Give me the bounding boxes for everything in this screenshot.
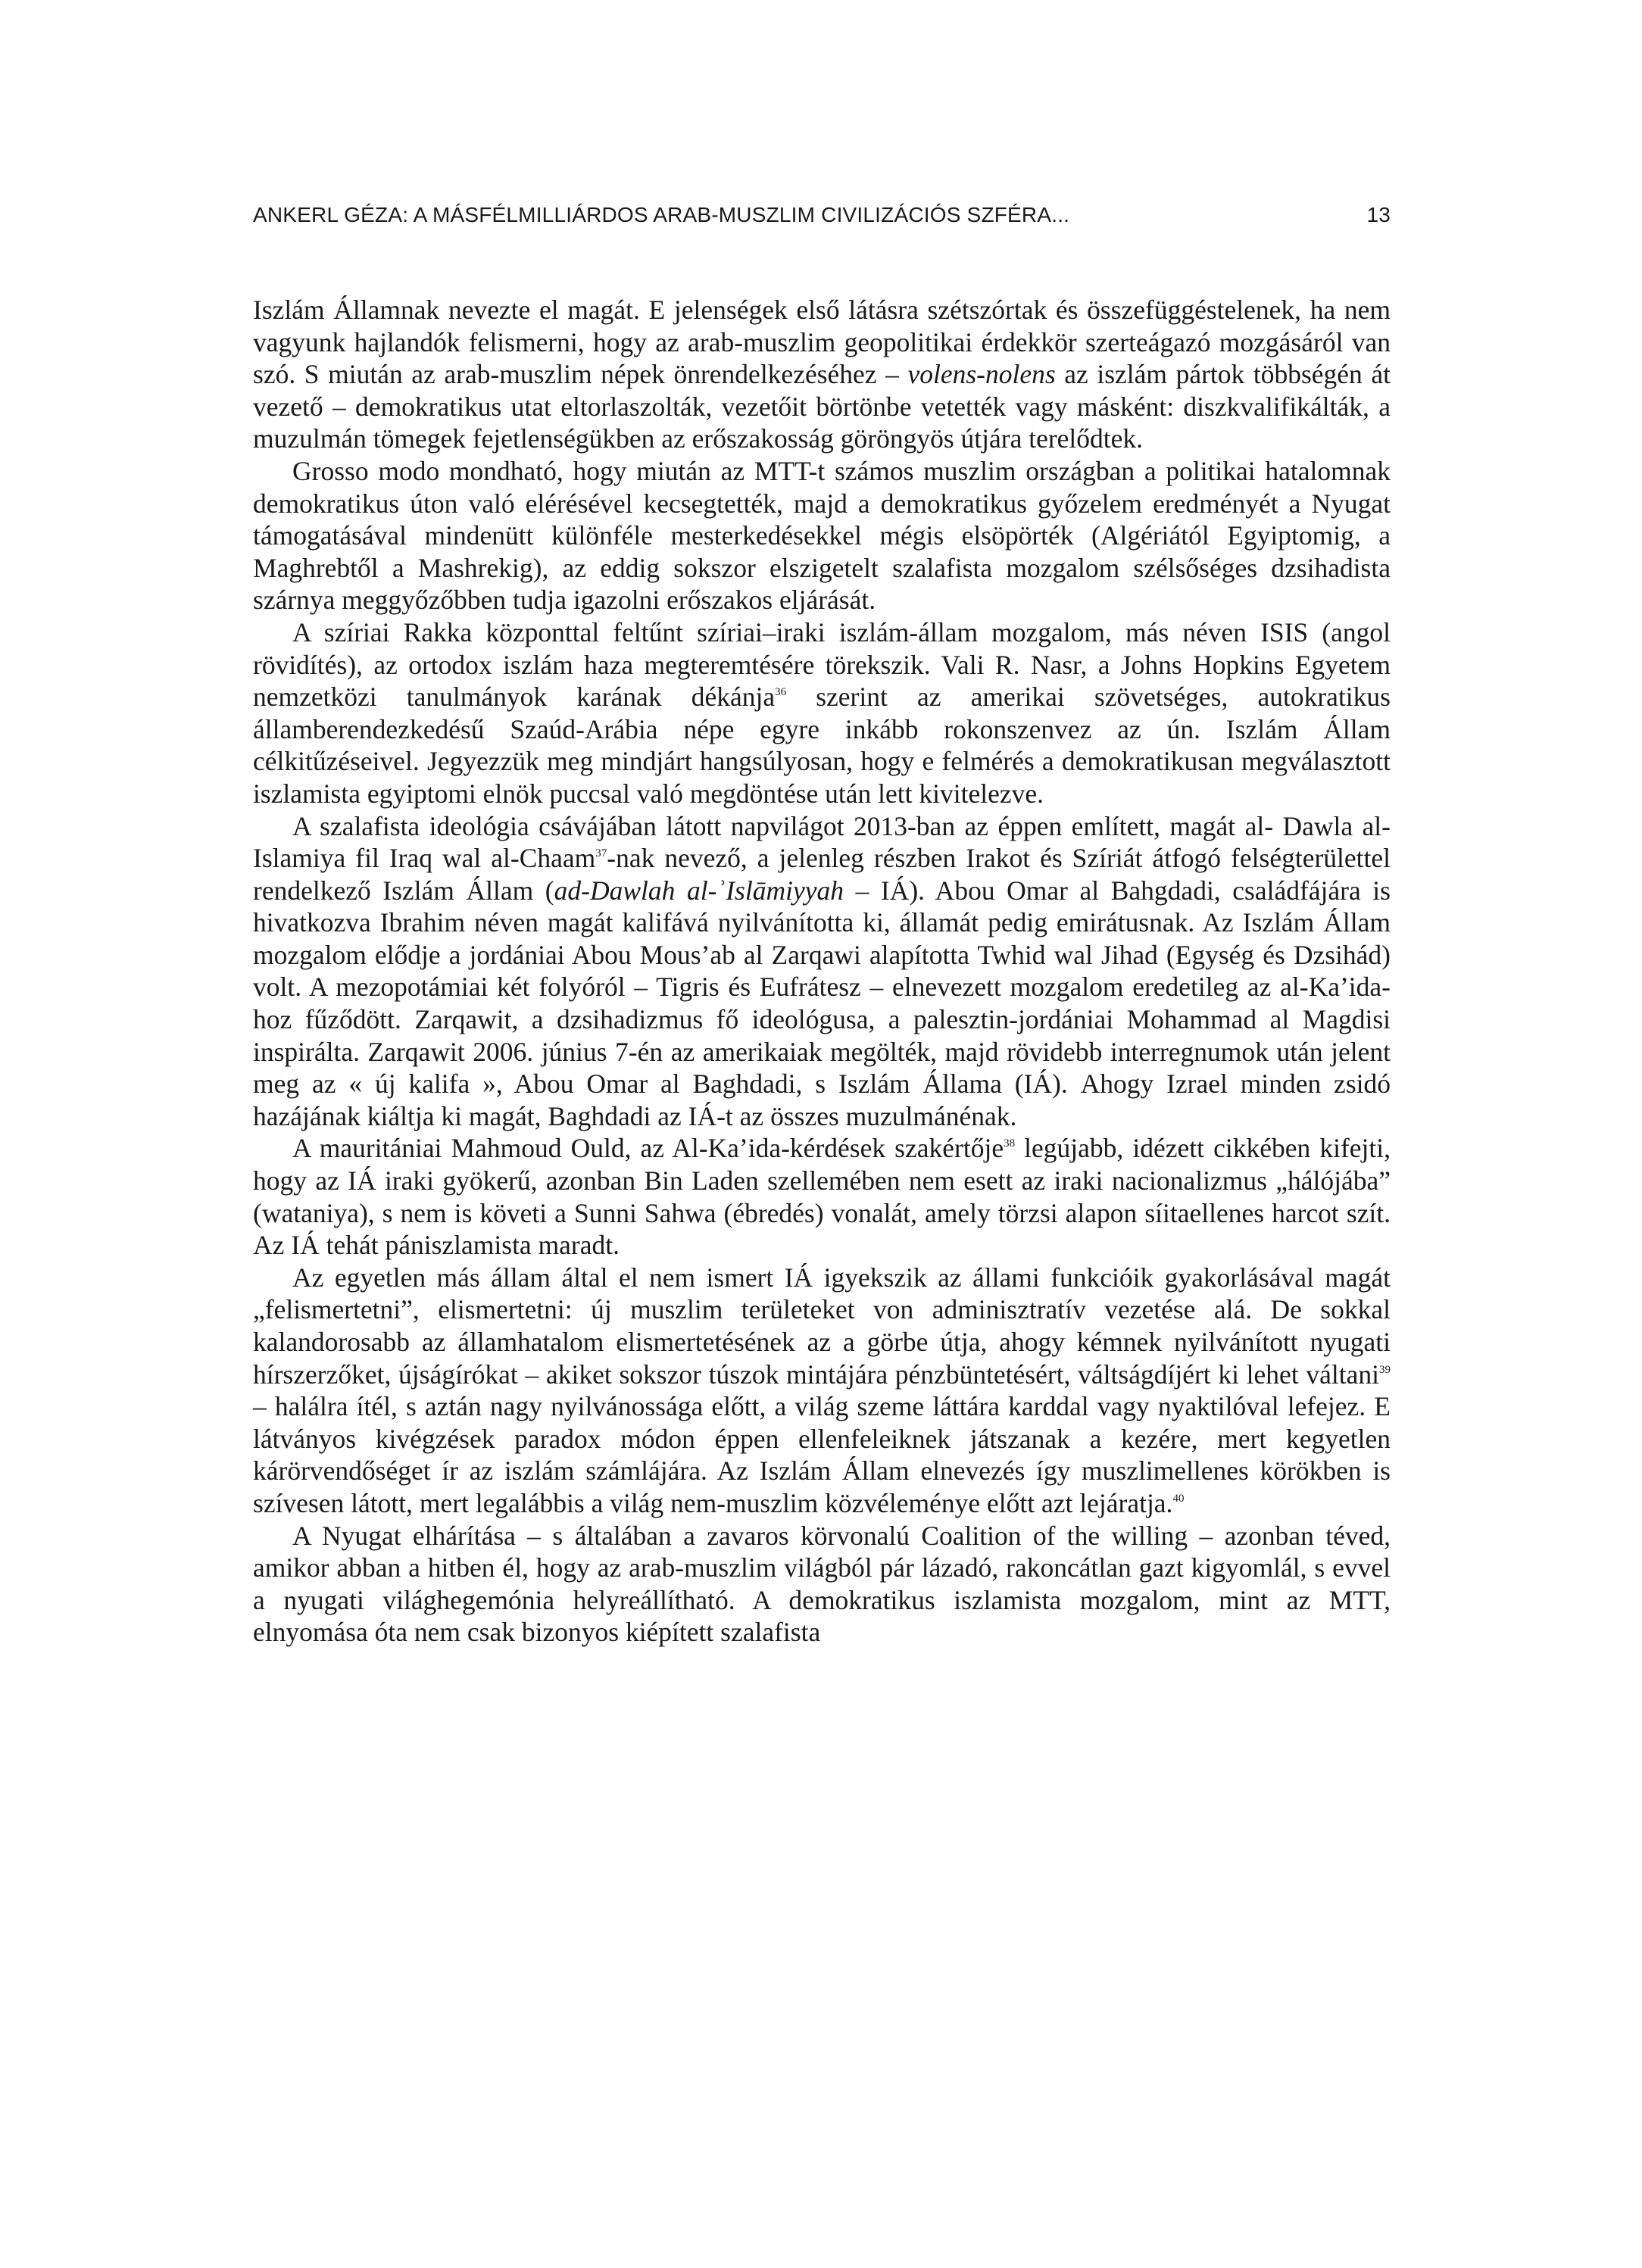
paragraph-5 <box>253 1132 1391 1261</box>
footnote-marker: 37 <box>595 847 607 860</box>
paragraph-text: szerint az amerikai szövetséges, autokratikus államberendezkedésű Szaúd-Arábia népe egyre inkább rokonszenvez az ún. Iszlám Állam célkitűzéseivel. Jegyezzük meg mindjárt hangsúlyosan, hogy e felmérés a demokratikusan megválasztott iszlamista egyiptomi elnök puccsal való megdöntése után lett kivitelezve. <box>253 682 1391 809</box>
paragraph-4 <box>253 810 1391 1133</box>
paragraph-1 <box>253 294 1391 455</box>
footnote-marker: 39 <box>1379 1363 1391 1376</box>
italic-term: volens-nolens <box>907 359 1056 390</box>
page-number: 13 <box>1366 203 1391 226</box>
paragraph-text: A szíriai Rakka központtal feltűnt szíriai–iraki iszlám-állam mozgalom, más néven ISIS (angol rövidítés), az ortodox iszlám haza megteremtésére törekszik. Vali R. Nasr, a Johns Hopkins Egyetem nemzetközi tanulmányok karának dékánja <box>253 616 1391 713</box>
paragraph-text: – IÁ). Abou Omar al Bahgdadi, családfájára is hivatkozva Ibrahim néven magát kalifává nyilvánította ki, államát pedig emirátusnak. Az Iszlám Állam mozgalom elődje a jordániai Abou Mous’ab al Zarqawi alapította Twhid wal Jihad (Egység és Dzsihád) volt. A mezopotámiai két folyóról – Tigris és Eufrátesz – elnevezett mozgalom eredetileg az al-Ka’ida-hoz fűződött. Zarqawit, a dzsihadizmus fő ideológusa, a palesztin-jordániai Mohammad al Magdisi inspirálta. Zarqawit 2006. június 7-én az amerikaiak megölték, majd rövidebb interregnumok után jelent meg az « új kalifa », Abou Omar al Baghdadi, s Iszlám Államа (IÁ). Ahogy Izrael minden zsidó hazájának kiáltja ki magát, Baghdadi az IÁ-t az összes muzulmánénak. <box>253 875 1391 1131</box>
footnote-marker: 38 <box>1004 1137 1016 1150</box>
footnote-marker: 36 <box>775 686 787 699</box>
paragraph-text: – halálra ítél, s aztán nagy nyilvánossága előtt, a világ szeme láttára karddal vagy nyaktilóval lefejez. E látványos kivégzések paradox módon éppen ellenfeleiknek játszanak a kezére, mert kegyetlen kárörvendőséget ír az iszlám számlájára. Az Iszlám Állam elnevezés így muszlimellenes körökben is szívesen látott, mert legalábbis a világ nem-muszlim közvéleménye előtt azt lejáratja. <box>253 1391 1391 1518</box>
paragraph-text: Az egyetlen más állam által el nem ismert IÁ igyekszik az állami funkcióik gyakorlásával magát „felismertetni”, elismertetni: új muszlim területeket von adminisztratív vezetése alá. De sokkal kalandorosabb az államhatalom elismertetésének az a görbe útja, ahogy kémnek nyilvánított nyugati hírszerzőket, újságírókat – akiket sokszor túszok mintájára pénzbüntetésért, váltságdíjért ki lehet váltani <box>253 1262 1391 1390</box>
paragraph-text: legújabb, idézett cikkében kifejti, hogy az IÁ iraki gyökerű, azonban Bin Laden szellemében nem esett az iraki nacionalizmus „hálójába” (wataniya), s nem is követi a Sunni Sahwa (ébredés) vonalát, amely törzsi alapon síitaellenes harcot szít. Az IÁ tehát pániszlamista maradt. <box>253 1133 1391 1261</box>
paragraph-text: az iszlám pártok többségén át vezető – demokratikus utat eltorlaszolták, vezetőit börtönbe vetették vagy másként: diszkvalifikálták, a muzulmán tömegek fejetlenségükben az erőszakosság göröngyös útjára terelődtek. <box>253 359 1391 454</box>
running-head <box>253 203 1391 239</box>
paragraph-text: A Nyugat elhárítása – s általában a zavaros körvonalú Coalition of the willing – azonban téved, amikor abban a hitben él, hogy az arab-muszlim világból pár lázadó, rakoncátlan gazt kigyomlál, s evvel a nyugati világhegemónia helyreállítható. A demokratikus iszlamista mozgalom, mint az MTT, elnyomása óta nem csak bizonyos kiépített szalafista <box>253 1520 1391 1648</box>
paragraph-text: Grosso modo mondható, hogy miután az MTT-t számos muszlim országban a politikai hatalomnak demokratikus úton való elérésével kecsegtették, majd a demokratikus győzelem eredményét a Nyugat támogatásával mindenütt különféle mesterkedésekkel mégis elsöpörték (Algériától Egyiptomig, a Maghrebtől a Mashrekig), az eddig sokszor elszigetelt szalafista mozgalom szélsőséges dzsihadista szárnya meggyőzőbben tudja igazolni erőszakos eljárását. <box>253 455 1391 616</box>
footnote-marker: 40 <box>1172 1492 1185 1505</box>
paragraph-6 <box>253 1262 1391 1520</box>
paragraph-2 <box>253 455 1391 616</box>
body-text <box>253 294 1391 1649</box>
paragraph-text: A szalafista ideológia csávájában látott napvilágot 2013-ban az éppen említett, magát al- Dawla al-Islamiya fil Iraq wal al-Chaam <box>253 810 1391 874</box>
paragraph-3 <box>253 616 1391 810</box>
italic-term: ad-Dawlah al-ʾIslāmiyyah <box>554 875 844 906</box>
paragraph-text: A mauritániai Mahmoud Ould, az Al-Ka’ida-kérdések szakértője <box>292 1133 1004 1164</box>
paragraph-7 <box>253 1520 1391 1649</box>
running-title: ANKERL GÉZA: A MÁSFÉLMILLIÁRDOS ARAB-MUSZLIM CIVILIZÁCIÓS SZFÉRA... <box>253 203 1070 226</box>
paragraph-text: Iszlám Államnak nevezte el magát. E jelenségek első látásra szétszórtak és összefüggéstelenek, ha nem vagyunk hajlandók felismerni, hogy az arab-muszlim geopolitikai érdekkör szerteágazó mozgásáról van szó. S miután az arab-muszlim népek önrendelkezéséhez – <box>253 295 1391 390</box>
paragraph-text: -nak nevező, a jelenleg részben Irakot és Szíriát átfogó felségterülettel rendelkező Iszlám Állam ( <box>253 843 1391 906</box>
